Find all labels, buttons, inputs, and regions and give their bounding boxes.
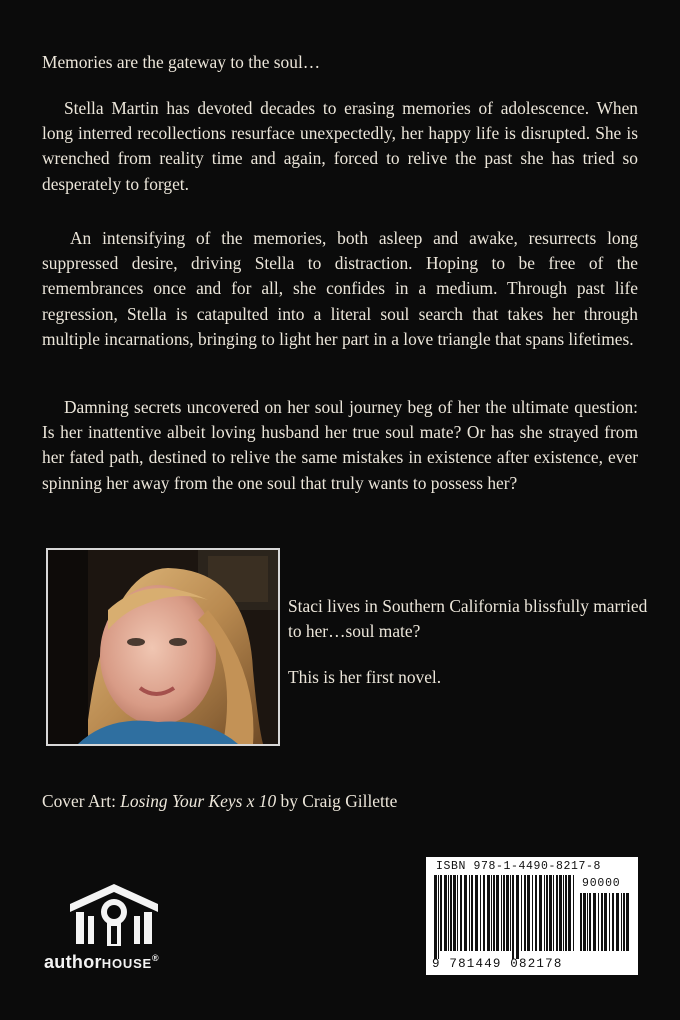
barcode-bar <box>549 875 552 951</box>
barcode-bar <box>471 875 473 951</box>
author-photo <box>46 548 280 746</box>
registered-mark: ® <box>152 953 159 963</box>
barcode-bar <box>440 875 442 951</box>
barcode-bar <box>464 875 467 951</box>
barcode-bar <box>527 875 530 951</box>
barcode-bar <box>444 875 447 951</box>
barcode-bar <box>623 893 625 951</box>
barcode-bar <box>544 875 545 951</box>
barcode-bar <box>521 875 522 951</box>
barcode-bar <box>539 875 542 951</box>
barcode-bar <box>612 893 614 951</box>
barcode-bar <box>510 875 511 951</box>
blurb-paragraph-3: Damning secrets uncovered on her soul journey beg of her the ultimate question: Is her inattentive albeit loving husband her true soul mate? Or has she strayed from her fated path, destined to relive the same mistakes in existence after existence, ever spinning her away from the one soul that truly wants to possess her? <box>42 397 638 493</box>
barcode-bar <box>546 875 548 951</box>
price-addon-number: 90000 <box>582 877 621 890</box>
barcode-bar <box>553 875 554 951</box>
barcode-bar <box>616 893 619 951</box>
artwork-title: Losing Your Keys x 10 <box>120 791 277 811</box>
barcode-bar <box>503 875 505 951</box>
barcode-bar <box>556 875 558 951</box>
barcode-bar <box>565 875 567 951</box>
blurb-paragraph-2: An intensifying of the memories, both asleep and awake, resurrects long suppressed desire, driving Stella to distraction. Hoping to be free of the remembrances once and for all, she confides in a medium. Through past life regression, Stella is catapulted into a literal soul search that takes her through multiple incarnations, bringing to light her part in a love triangle that spans lifetimes. <box>42 228 638 349</box>
barcode-bar <box>480 875 481 951</box>
barcode-bar <box>487 875 490 951</box>
barcode-bar <box>621 893 622 951</box>
author-bio: Staci lives in Southern California blissfully married to her…soul mate? <box>288 596 648 641</box>
barcode-bar <box>475 875 478 951</box>
barcode-bar <box>573 875 574 951</box>
barcode-bar <box>516 875 519 959</box>
cover-art-credit <box>42 791 397 812</box>
ean-bars <box>434 875 578 959</box>
barcode-bar <box>512 875 514 959</box>
publisher-logo <box>44 880 194 980</box>
barcode-bar <box>483 875 485 951</box>
barcode-bar <box>438 875 439 959</box>
barcode-bar <box>580 893 582 951</box>
barcode-bar <box>501 875 502 951</box>
barcode-bar <box>563 875 564 951</box>
barcode-bar <box>469 875 470 951</box>
barcode-bar <box>593 893 596 951</box>
publisher-name-part2: HOUSE <box>101 956 153 971</box>
addon-bars <box>580 893 630 959</box>
barcode-bar <box>535 875 537 951</box>
blurb-paragraph-1: Stella Martin has devoted decades to erasing memories of adolescence. When long interred recollections resurface unexpectedly, her happy life is disrupted. She is wrenched from reality time and again, forced to relive the past she has tried so desperately to forget. <box>42 98 638 194</box>
barcode-bar <box>457 875 458 951</box>
barcode-bar <box>460 875 462 951</box>
isbn-label: ISBN 978-1-4490-8217-8 <box>436 860 602 873</box>
barcode-bar <box>448 875 449 951</box>
barcode-bar <box>626 893 629 951</box>
barcode-bar <box>559 875 562 951</box>
house-icon <box>66 882 162 948</box>
publisher-name <box>44 952 159 973</box>
credit-artist: by Craig Gillette <box>276 791 398 811</box>
barcode-bar <box>493 875 495 951</box>
ean-number: 9 781449 082178 <box>432 957 563 971</box>
barcode-bar <box>491 875 492 951</box>
barcode-bar <box>450 875 452 951</box>
barcode-bar <box>568 875 571 951</box>
isbn-barcode <box>426 857 638 975</box>
barcode-bar <box>609 893 610 951</box>
barcode-bar <box>601 893 603 951</box>
barcode-bar <box>589 893 591 951</box>
barcode-bar <box>598 893 599 951</box>
barcode-bar <box>587 893 588 951</box>
publisher-name-part1: author <box>44 952 102 972</box>
barcode-bar <box>524 875 526 951</box>
tagline: Memories are the gateway to the soul… <box>42 52 321 72</box>
barcode-bar <box>604 893 607 951</box>
credit-prefix: Cover Art: <box>42 791 121 811</box>
barcode-bar <box>506 875 509 951</box>
barcode-bar <box>532 875 533 951</box>
barcode-bar <box>434 875 437 959</box>
barcode-bar <box>453 875 456 951</box>
barcode-bar <box>583 893 586 951</box>
barcode-bar <box>496 875 499 951</box>
author-note: This is her first novel. <box>288 667 442 687</box>
